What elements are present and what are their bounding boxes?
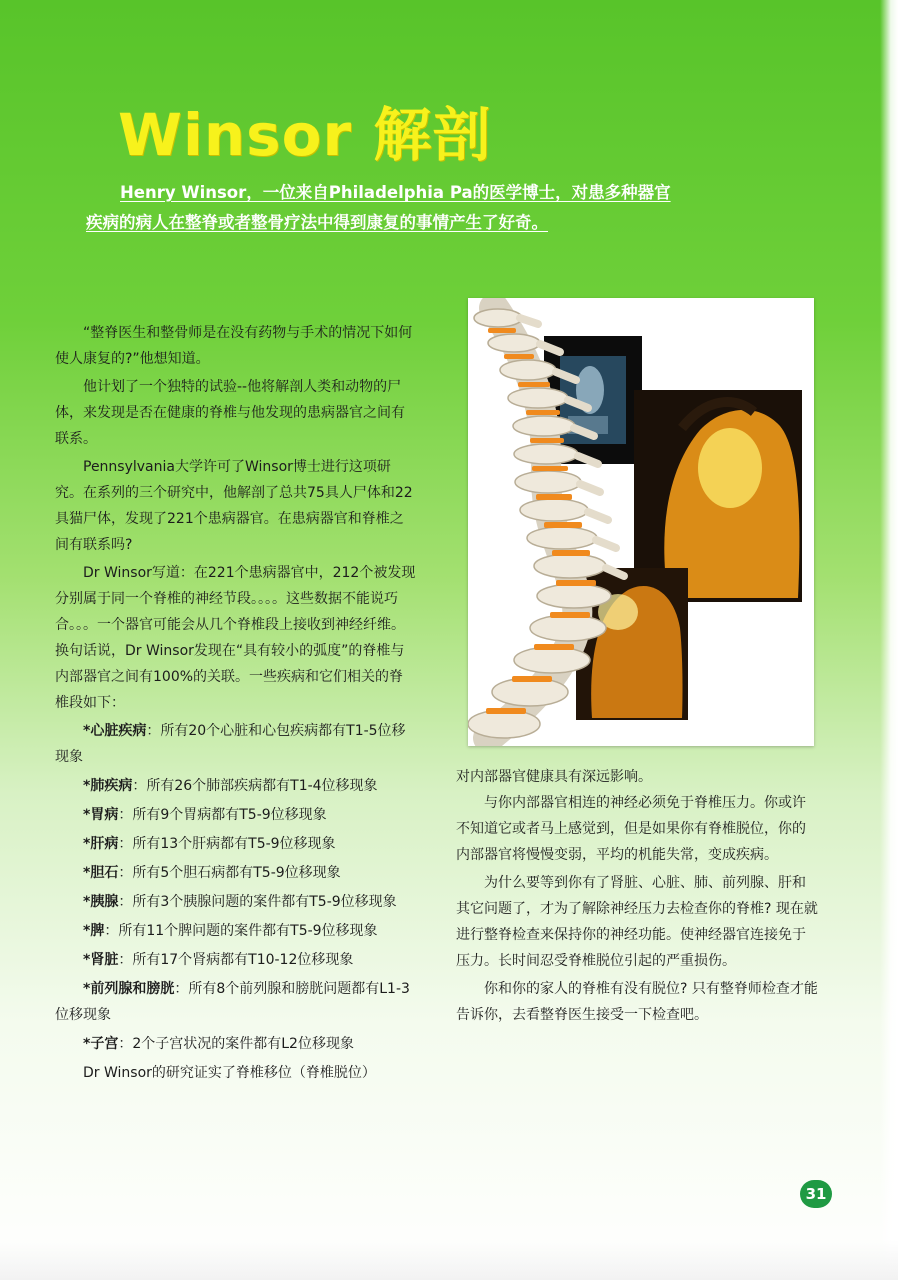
- vertebra: [508, 388, 568, 408]
- intro-line-2: 疾病的病人在整脊或者整骨疗法中得到康复的事情产生了好奇。: [86, 213, 548, 232]
- disc: [486, 708, 526, 714]
- disease-item: [55, 860, 417, 886]
- disease-item: [55, 718, 417, 770]
- disease-name: *心脏疾病: [83, 723, 147, 739]
- disease-text: ：2个子宫状况的案件都有L2位移现象: [118, 1036, 354, 1052]
- vertebra: [534, 554, 606, 578]
- intro-line-1: Henry Winsor，一位来自Philadelphia Pa的医学博士，对患多种器官: [120, 183, 671, 202]
- disease-text: ：所有13个肝病都有T5-9位移现象: [118, 836, 336, 852]
- disease-item: [55, 918, 417, 944]
- vertebra: [515, 471, 581, 493]
- disease-item: [55, 889, 417, 915]
- paragraph: Dr Winsor写道：在221个患病器官中，212个被发现分别属于同一个脊椎的神经节段。。。。这些数据不能说巧合。。。一个器官可能会从几个脊椎段上接收到神经纤维。换句话说，Dr Winsor发现在“具有较小的弧度”的脊椎与内部器官之间有100%的关联。一些疾病和它们相关的脊椎段如下：: [55, 565, 416, 711]
- disc: [544, 522, 582, 528]
- vertebra: [514, 444, 578, 464]
- paragraph: 与你内部器官相连的神经必须免于脊椎压力。你或许不知道它或者马上感觉到，但是如果你有脊椎脱位，你的内部器官将慢慢变弱，平均的机能失常，变成疾病。: [456, 795, 806, 863]
- disc: [518, 382, 550, 387]
- vertebra: [537, 584, 611, 608]
- vertebra: [474, 309, 522, 327]
- spine-illustration-svg: [468, 298, 814, 746]
- disc: [532, 466, 568, 471]
- page-number: 31: [800, 1180, 832, 1208]
- disease-name: *脾: [83, 923, 105, 939]
- intro-paragraph: [86, 178, 726, 238]
- disease-text: ：所有17个肾病都有T10-12位移现象: [118, 952, 354, 968]
- vertebra: [513, 416, 575, 436]
- bottom-edge: [0, 1240, 898, 1280]
- disc: [488, 328, 516, 333]
- disease-item: [55, 1031, 417, 1057]
- process: [520, 318, 538, 324]
- disc: [552, 550, 590, 556]
- paragraph: 你和你的家人的脊椎有没有脱位? 只有整脊师检查才能告诉你，去看整脊医生接受一下检查吧。: [456, 981, 818, 1023]
- disease-name: *胃病: [83, 807, 119, 823]
- disease-item: [55, 976, 417, 1028]
- vertebra: [527, 527, 597, 549]
- disease-text: ：所有5个胆石病都有T5-9位移现象: [118, 865, 341, 881]
- vertebra: [488, 334, 540, 352]
- right-column: [456, 764, 818, 1030]
- disc: [512, 676, 552, 682]
- page-title: Winsor 解剖: [118, 101, 492, 169]
- disc: [526, 410, 560, 415]
- disease-name: *前列腺和膀胱: [83, 981, 175, 997]
- disease-name: *肺疾病: [83, 778, 133, 794]
- disease-item: [55, 773, 417, 799]
- disease-name: *胰腺: [83, 894, 119, 910]
- disease-name: *肾脏: [83, 952, 119, 968]
- disease-item: [55, 947, 417, 973]
- paragraph: “整脊医生和整骨师是在没有药物与手术的情况下如何使人康复的?”他想知道。: [55, 325, 413, 367]
- vertebra: [520, 499, 588, 521]
- disc: [536, 494, 572, 500]
- vertebra: [514, 647, 590, 673]
- disc: [534, 644, 574, 650]
- paragraph: 对内部器官健康具有深远影响。: [456, 769, 652, 785]
- disease-name: *子宫: [83, 1036, 119, 1052]
- disease-text: ：所有11个脾问题的案件都有T5-9位移现象: [104, 923, 378, 939]
- disease-text: ：所有26个肺部疾病都有T1-4位移现象: [132, 778, 378, 794]
- disease-text: ：所有9个胃病都有T5-9位移现象: [118, 807, 327, 823]
- disc: [550, 612, 590, 618]
- paragraph: 为什么要等到你有了肾脏、心脏、肺、前列腺、肝和其它问题了，才为了解除神经压力去检查你的脊椎? 现在就进行整脊检查来保持你的神经功能。使神经器官连接免于压力。长时间忍受脊椎脱位引起的严重损伤。: [456, 875, 818, 969]
- disease-item: [55, 802, 417, 828]
- disease-item: [55, 831, 417, 857]
- process: [588, 512, 608, 520]
- paragraph: 他计划了一个独特的试验--他将解剖人类和动物的尸体，来发现是否在健康的脊椎与他发现的患病器官之间有联系。: [55, 379, 405, 447]
- vertebra: [492, 678, 568, 706]
- disc: [530, 438, 564, 443]
- spine-illustration: [468, 298, 814, 746]
- disease-text: ：所有8个前列腺和膀胱问题都有L1-3位移现象: [55, 981, 410, 1023]
- disease-text: ：所有20个心脏和心包疾病都有T1-5位移现象: [55, 723, 406, 765]
- vertebra: [468, 710, 540, 738]
- left-column: [55, 320, 417, 1088]
- disease-name: *胆石: [83, 865, 119, 881]
- process: [580, 484, 600, 492]
- closing-paragraph: Dr Winsor的研究证实了脊椎移位（脊椎脱位）: [83, 1065, 376, 1081]
- process: [596, 540, 616, 548]
- pain-hotspot-large: [698, 428, 762, 508]
- vertebra: [530, 615, 606, 641]
- vertebra: [500, 360, 556, 380]
- disc: [504, 354, 534, 359]
- page-edge: [880, 0, 898, 1280]
- disease-text: ：所有3个胰腺问题的案件都有T5-9位移现象: [118, 894, 397, 910]
- paragraph: Pennsylvania大学许可了Winsor博士进行这项研究。在系列的三个研究中，他解剖了总共75具人尸体和22具猫尸体，发现了221个患病器官。在患病器官和脊椎之间有联系吗?: [55, 459, 413, 553]
- disease-name: *肝病: [83, 836, 119, 852]
- disc: [556, 580, 596, 586]
